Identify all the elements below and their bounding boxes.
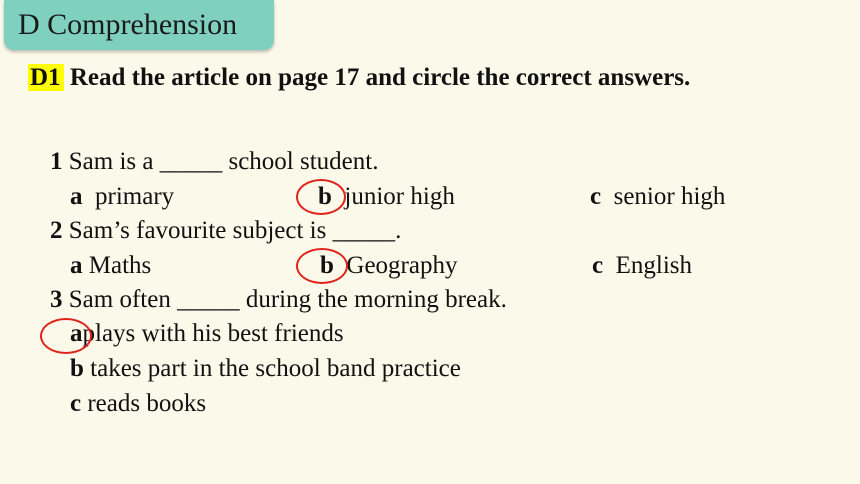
question-stem: Sam is a _____ school student. [68, 148, 379, 175]
task-id-badge: D1 [28, 64, 64, 91]
option-text: primary [95, 183, 175, 210]
answer-circle-1 [296, 179, 346, 215]
option-letter: b [318, 183, 332, 210]
option-text: English [615, 252, 693, 279]
question-number: 3 [50, 286, 63, 313]
answer-circle-3 [40, 318, 92, 354]
option-text: Geography [346, 252, 458, 279]
option-letter: c [590, 183, 602, 210]
option-letter: a [70, 252, 83, 279]
option-letter: c [592, 252, 604, 279]
option-letter: b [320, 252, 334, 279]
option-letter: a [70, 183, 83, 210]
question-1 [50, 148, 378, 176]
option-text: takes part in the school band practice [90, 355, 461, 382]
option-letter: c [70, 390, 82, 417]
answer-circle-2 [296, 248, 348, 284]
option-text: plays with his best friends [82, 320, 344, 347]
task-instruction: Read the article on page 17 and circle the correct answers. [69, 64, 691, 91]
option-1c[interactable] [590, 183, 725, 211]
task-heading [28, 64, 690, 92]
option-1a[interactable] [70, 183, 174, 211]
option-3a[interactable] [70, 320, 344, 348]
question-number: 2 [50, 217, 63, 244]
option-2a[interactable] [70, 252, 151, 280]
option-letter: b [70, 355, 84, 382]
option-text: senior high [613, 183, 726, 210]
section-tab [4, 0, 274, 50]
question-3 [50, 286, 507, 314]
option-text: Maths [88, 252, 152, 279]
option-3b[interactable] [70, 355, 461, 383]
question-stem: Sam often _____ during the morning break. [68, 286, 507, 313]
option-text: junior high [344, 183, 455, 210]
option-2c[interactable] [592, 252, 692, 280]
section-title: D Comprehension [18, 8, 238, 41]
question-number: 1 [50, 148, 63, 175]
question-2 [50, 217, 401, 245]
option-3c[interactable] [70, 390, 206, 418]
option-letter: a [70, 320, 83, 347]
option-text: reads books [87, 390, 207, 417]
question-stem: Sam’s favourite subject is _____. [68, 217, 402, 244]
